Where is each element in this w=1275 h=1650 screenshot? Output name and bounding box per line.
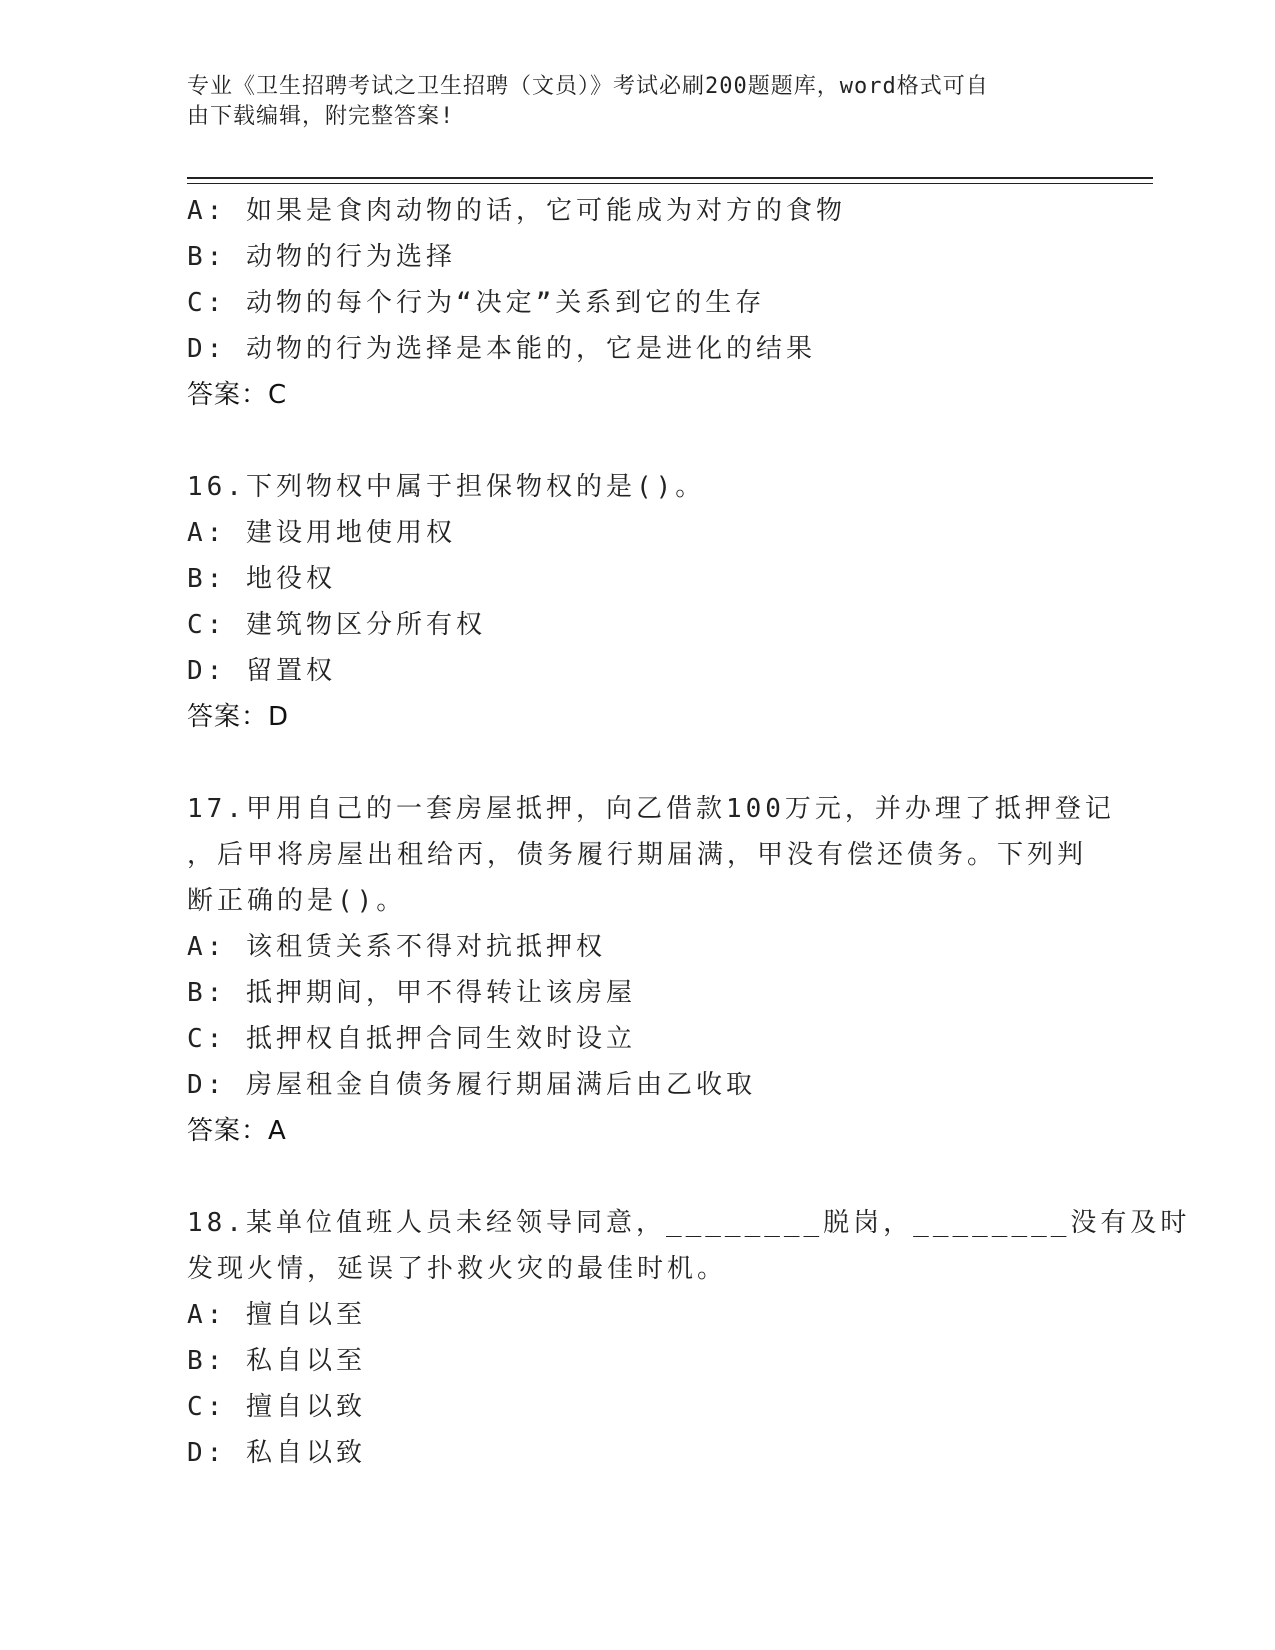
question-15	[187, 188, 1087, 418]
document-body	[187, 188, 1191, 1476]
q18-option-d: D: 私自以致	[187, 1438, 366, 1468]
q17-option-b: B: 抵押期间，甲不得转让该房屋	[187, 978, 636, 1008]
q18-stem-line-2: 发现火情，延误了扑救火灾的最佳时机。	[187, 1254, 728, 1284]
header-divider-thick	[187, 177, 1153, 179]
q18-option-c: C: 擅自以致	[187, 1392, 366, 1422]
header-title-line-2: 由下载编辑，附完整答案!	[187, 104, 455, 129]
q16-option-d: D: 留置权	[187, 656, 336, 686]
q17-option-c: C: 抵押权自抵押合同生效时设立	[187, 1024, 636, 1054]
q16-answer: 答案：D	[187, 702, 290, 732]
q16-option-c: C: 建筑物区分所有权	[187, 610, 486, 640]
q17-option-a: A: 该租赁关系不得对抗抵押权	[187, 932, 606, 962]
q16-stem: 16.下列物权中属于担保物权的是()。	[187, 472, 706, 502]
q17-stem-line-2: ，后甲将房屋出租给丙，债务履行期届满，甲没有偿还债务。下列判	[187, 840, 1088, 870]
q17-stem-line-1: 17.甲用自己的一套房屋抵押，向乙借款100万元，并办理了抵押登记	[187, 794, 1115, 824]
q17-answer: 答案：A	[187, 1116, 287, 1146]
document-header	[187, 72, 1067, 132]
q15-option-c: C: 动物的每个行为“决定”关系到它的生存	[187, 288, 766, 318]
q17-stem-line-3: 断正确的是()。	[187, 886, 407, 916]
q18-option-b: B: 私自以至	[187, 1346, 366, 1376]
question-18	[187, 1200, 1191, 1476]
q16-option-b: B: 地役权	[187, 564, 336, 594]
question-17	[187, 786, 1115, 1154]
header-title-line-1: 专业《卫生招聘考试之卫生招聘（文员）》考试必刷200题题库，word格式可自	[187, 74, 989, 99]
q15-option-d: D: 动物的行为选择是本能的，它是进化的结果	[187, 334, 816, 364]
q16-option-a: A: 建设用地使用权	[187, 518, 456, 548]
q18-option-a: A: 擅自以至	[187, 1300, 366, 1330]
q17-option-d: D: 房屋租金自债务履行期届满后由乙收取	[187, 1070, 756, 1100]
q15-option-a: A: 如果是食肉动物的话，它可能成为对方的食物	[187, 196, 846, 226]
q15-answer: 答案：C	[187, 380, 288, 410]
q18-stem-line-1: 18.某单位值班人员未经领导同意，________脱岗，________没有及时	[187, 1208, 1191, 1238]
header-divider-thin	[187, 183, 1153, 184]
q15-option-b: B: 动物的行为选择	[187, 242, 456, 272]
question-16	[187, 464, 1087, 740]
